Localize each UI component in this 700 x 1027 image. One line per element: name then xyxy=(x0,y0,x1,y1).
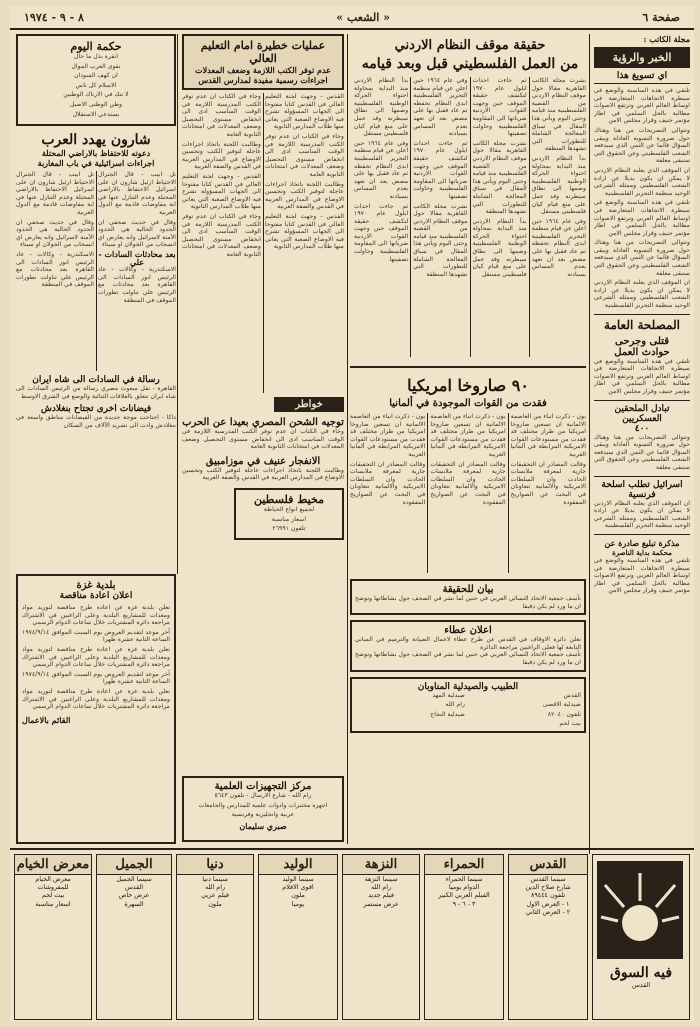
paragraph: وتتوالى التصريحات من هنا وهناك حول ضرورة التسوية العادلة ويبقى السؤال قائما عن الثمن الذي سيدفعه الشعب الفلسطيني وعن الحقوق التي ستبقى معلقة xyxy=(594,239,690,277)
paragraph: ان الموقف الذي يعلنه النظام الاردني لا يمكن ان يكون بديلا عن ارادة الشعب الفلسطيني وممثله الشرعي الوحيد منظمة التحرير الفلسطينية xyxy=(594,166,690,197)
column-rule xyxy=(177,34,178,574)
paragraph: بون - ذكرت انباء من العاصمة الالمانية ان تسعين صاروخا امريكيا من طراز مختلف قد فقدت من مستودعات القوات الامريكية المرابطة في ألمانيا الغربية xyxy=(430,413,506,458)
ad-line: الدوام يوميا xyxy=(448,883,480,892)
page-label: صفحة ٦ xyxy=(642,10,680,24)
center-body xyxy=(354,77,586,357)
ad-line: فيلم عربي xyxy=(201,891,229,900)
box-number: ٤٠٠ xyxy=(634,423,650,434)
tender-notice xyxy=(350,620,586,671)
paragraph: بدأ النظام الاردني منذ البداية بمحاولة احتواء الحركة الوطنية الفلسطينية وضمها الى نطاق سيطرته وقد عمل على منع قيام كيان فلسطيني مستقل xyxy=(472,217,527,278)
subheadline: فقدت من القوات الموجودة في ألمانيا xyxy=(389,398,547,409)
paragraph: تعلن بلدية غزة عن اعادة طرح مناقصة لتوريد مواد ومعدات للمشاريع البلدية وعلى الراغبين في الاشتراك مراجعة دائرة المشتريات خلال ساعات الدوام الرسمي xyxy=(22,645,170,669)
ad-title: القدس xyxy=(509,855,587,875)
box-body: تلتقي في هذه المناسبة والوضع في سيطرة الاتجاهات المتعارضة في اوساط العالم العربي وترتفع الاصوات مطالبة بالحل السلمي في اطار مؤتمر جنيف وقرار مجلس الامن xyxy=(594,357,690,395)
cinema-ad xyxy=(342,854,420,1020)
ad-line: القدس xyxy=(124,883,144,892)
paragraph: القدس - وجهت لجنة التعليم العالي في القدس كتابا مفتوحا الى الجهات المسؤولة تشرح فيه الاوضاع الصعبة التي يعاني منها طلاب المدارس الثانوية xyxy=(182,172,261,211)
headline: شارون يهدد العرب xyxy=(41,132,151,148)
cinema-ad xyxy=(96,854,172,1020)
subheadline: فيضانات اخرى تجتاح بنغلادش xyxy=(40,404,152,415)
mid-section xyxy=(350,370,586,840)
paragraph: وجاء في الكتاب ان عدم توفر الكتب المدرسية اللازمة في الوقت المناسب ادى الى انخفاض مستوى التحصيل وضعف المعدلات في امتحانات الثانوية العامة xyxy=(182,93,261,138)
ad-line: سينما النزهة xyxy=(364,875,398,883)
ad-line: اسعار مناسبة xyxy=(271,515,307,523)
wisdom-line: الاسلام كل ناس xyxy=(75,81,117,89)
ad-line: سينما القدس xyxy=(530,875,566,883)
section-logo: خواطر xyxy=(274,397,344,412)
ad-line: اجهزة مختبرات وادوات علمية للمدارس والجامعات xyxy=(198,801,328,809)
wisdom-line: وطن الوطنى الاصيل xyxy=(69,100,123,108)
box-head: حوادث العمل xyxy=(614,346,670,358)
paragraph: وقالت المصادر ان التحقيقات جارية لمعرفة ملابسات الحادث وان السلطات الامريكية والالمانية تتعاونان في البحث عن الصواريخ المفقودة xyxy=(350,460,426,506)
ad-line: شارع صلاح الدين xyxy=(525,883,571,892)
paragraph: نشرت مجلة الكاتب القاهرية مقالا حول موقف النظام الاردني من القضية الفلسطينية منذ قيامه وحتى اليوم ويأتي هذا المقال في سياق المعالجة الشاملة للتطورات التي تشهدها المنطقة xyxy=(413,202,468,278)
ad-line: تلفون ٢٦٩٩١ xyxy=(272,525,306,533)
gaza-municipality-notice xyxy=(16,574,176,844)
paragraph: ثم جاءت احداث ايلول عام ١٩٧٠ لتكشف حقيقة الموقف حين وجهت القوات الاردنية ضرباتها الى المقاومة الفلسطينية وحاولت تصفيتها xyxy=(472,77,527,138)
subheadline: عدم توفر الكتب اللازمة وضعف المعدلات xyxy=(195,65,331,75)
ad-line: ٣ - ٦ - ٩ xyxy=(452,899,476,908)
paragraph: وقال في حديث صحفي ان الحدود الحالية هي الحدود الآمنة لاسرائيل وانه يعارض اي انسحاب من الجولان او سيناء xyxy=(98,218,176,249)
wisdom-box xyxy=(16,34,176,126)
paragraph: بدأ النظام الاردني منذ البداية بمحاولة احتواء الحركة الوطنية الفلسطينية وضمها الى نطاق سيطرته وقد عمل على منع قيام كيان فلسطيني مستقل xyxy=(531,154,586,216)
paragraph: القدس - وجهت لجنة التعليم العالي في القدس كتابا مفتوحا الى الجهات المسؤولة تشرح فيه الاوضاع الصعبة التي يعاني منها طلاب المدارس الثانوية xyxy=(265,212,344,251)
ad-title: دنيا xyxy=(177,855,253,875)
ad-line: رام الله - شارع الارسال - تلفون ٥٦٤٣ xyxy=(214,792,312,799)
ad-line: سينما الحمراء xyxy=(445,875,483,883)
wisdom-line: لا تنك في الارتاك الوطنين xyxy=(63,91,129,99)
ad-line: اقوى الافلام xyxy=(282,883,314,892)
signature: صبري سليمان xyxy=(239,820,287,831)
ad-title: مركز التجهيزات العلمية xyxy=(214,781,312,792)
paragraph: وجاء في الكتاب ان عدم توفر الكتب المدرسية اللازمة في الوقت المناسب ادى الى انخفاض مستوى التحصيل وضعف المعدلات في امتحانات الثانوية العامة xyxy=(265,132,344,178)
sun-logo-icon xyxy=(592,855,689,965)
paragraph: وجاء في الكتاب ان عدم توفر الكتب المدرسية اللازمة في الوقت المناسب ادى الى انخفاض مستوى التحصيل وضعف المعدلات في امتحانات الثانوية العامة xyxy=(182,428,344,451)
paragraph: وفي عام ١٩٦٤ حين اعلن عن قيام منظمة التحرير الفلسطينية ابدى النظام تحفظه ثم عاد فقبل بها على مضض بعد ان تعهد بعدم المساس بسيادته xyxy=(354,139,409,200)
center-article xyxy=(354,34,586,364)
ad-line: ١ - العرض الاول xyxy=(526,899,570,908)
paragraph: وقال في حديث صحفي ان الحدود الحالية هي الحدود الآمنة لاسرائيل وانه يعارض اي انسحاب من الجولان او سيناء xyxy=(16,218,94,249)
paragraph: الاسكندرية - وكالات - عاد الرئيس انور السادات الى القاهرة بعد محادثات مع الرئيس علي تناولت تطورات الموقف في المنطقة xyxy=(98,266,176,304)
pharmacy-box xyxy=(350,677,586,733)
right-column xyxy=(594,34,690,859)
headline: ٩٠ صاروخا امريكيا xyxy=(407,376,529,395)
ad-line: تلفون ٨٩٤٤٤ xyxy=(530,891,566,900)
paragraph: داكا - اجتاحت موجة جديدة من الفيضانات مناطق واسعة في بنغلادش وادت الى تشريد الآلاف من السكان xyxy=(16,414,176,429)
wisdom-line: يستدعي الاستقلال xyxy=(72,110,120,118)
ad-line: عرض خاص xyxy=(118,891,150,900)
paragraph: بون - ذكرت انباء من العاصمة الالمانية ان تسعين صاروخا امريكيا من طراز مختلف قد فقدت من مستودعات القوات الامريكية المرابطة في ألمانيا الغربية xyxy=(350,413,426,458)
wisdom-line: تقوى العرب الموال xyxy=(71,62,121,70)
cinema-ad xyxy=(508,854,588,1020)
ad-line: سينما الجميل xyxy=(116,875,152,883)
paragraph: ثم جاءت احداث ايلول عام ١٩٧٠ لتكشف حقيقة الموقف حين وجهت القوات الاردنية ضرباتها الى المقاومة الفلسطينية وحاولت تصفيتها xyxy=(354,202,409,263)
paragraph: وتتوالى التصريحات من هنا وهناك حول ضرورة التسوية العادلة ويبقى السؤال قائما عن الثمن الذي سيدفعه الشعب الفلسطيني وعن الحقوق التي ستبقى معلقة xyxy=(594,126,690,165)
headline: حقيقة موقف النظام الاردني xyxy=(394,38,546,53)
section-label: مجلة الكاتب : xyxy=(643,34,690,44)
ads-rule xyxy=(10,848,694,850)
headline: عمليات خطيرة امام التعليم العالي xyxy=(200,39,326,65)
paragraph: وجاء في الكتاب ان عدم توفر الكتب المدرسية اللازمة في الوقت المناسب ادى الى انخفاض مستوى التحصيل وضعف المعدلات في امتحانات الثانوية العامة xyxy=(182,212,261,258)
paragraph: تل ابيب - قال الجنرال الاحتياط ارئيل شارون ان على اسرائيل الاحتفاظ بالاراضي المحتلة وعدم التنازل عنها في اية مفاوضات قادمة مع الدول العربية xyxy=(98,171,176,216)
box-title: حكمة اليوم xyxy=(70,40,122,53)
pharm-line: صيدلية النجاح xyxy=(430,710,465,718)
ad-line: عرض مستمر xyxy=(363,899,399,908)
box-head: بيان للحقيقة xyxy=(442,584,494,595)
ad-line: يوميا xyxy=(291,899,305,908)
ad-line: السهرة xyxy=(124,899,144,908)
ad-title: الحمراء xyxy=(425,855,503,875)
tailor-ad xyxy=(234,488,344,540)
mid-body xyxy=(350,413,586,573)
headline: الانفجار عنيف في موزامبيق xyxy=(205,455,321,467)
paragraph: بون - ذكرت انباء من العاصمة الالمانية ان تسعين صاروخا امريكيا من طراز مختلف قد فقدت من مستودعات القوات الامريكية المرابطة في ألمانيا الغربية xyxy=(510,413,586,458)
issue-date: ٨ - ٩ - ١٩٧٤ xyxy=(24,10,84,24)
paragraph: الاسكندرية - وكالات - عاد الرئيس انور السادات الى القاهرة بعد محادثات مع الرئيس علي تناولت تطورات الموقف في المنطقة xyxy=(16,250,94,289)
paragraph: وقالت المصادر ان التحقيقات جارية لمعرفة ملابسات الحادث وان السلطات الامريكية والالمانية تتعاونان في البحث عن الصواريخ المفقودة xyxy=(510,460,586,506)
box-body: ان الموقف الذي يعلنه النظام الاردني لا يمكن ان يكون بديلا عن ارادة الشعب الفلسطيني وممثله الشرعي الوحيد منظمة التحرير الفلسطينية xyxy=(594,499,690,530)
masthead xyxy=(10,6,694,30)
second-column xyxy=(182,34,344,834)
paragraph: تلتقي في هذه المناسبة والوضع في سيطرة الاتجاهات المتعارضة في اوساط العالم العربي وترتفع الاصوات مطالبة بالحل السلمي في اطار مؤتمر جنيف وقرار مجلس الامن xyxy=(594,199,690,237)
paragraph: وقالت المصادر ان التحقيقات جارية لمعرفة ملابسات الحادث وان السلطات الامريكية والالمانية تتعاونان في البحث عن الصواريخ المفقودة xyxy=(430,460,506,506)
ad-line: فيلم جديد xyxy=(368,891,394,900)
wisdom-line: ان كهف السودان xyxy=(74,72,118,80)
ad-title: فيه السوق xyxy=(609,965,673,981)
paragraph: وفي عام ١٩٦٤ حين اعلن عن قيام منظمة التحرير الفلسطينية ابدى النظام تحفظه ثم عاد فقبل بها على مضض بعد ان تعهد بعدم المساس بسيادته xyxy=(531,217,586,278)
cinema-ad xyxy=(258,854,338,1020)
paragraph: وطالبت اللجنة باتخاذ اجراءات عاجلة لتوفير الكتب وتحسين الاوضاع في المدارس العربية في القدس والضفة الغربية xyxy=(182,466,344,482)
box-head: الطبيب والصيدلية المناوبان xyxy=(417,681,519,692)
paragraph: آخر موعد لتقديم العروض يوم السبت الموافق ١٩٧٤/٩/١٤ الساعة الثانية عشرة ظهرا xyxy=(22,670,170,686)
paragraph: تعلن بلدية غزة عن اعادة طرح مناقصة لتوريد مواد ومعدات للمشاريع البلدية وعلى الراغبين في الاشتراك مراجعة دائرة المشتريات خلال ساعات الدوام الرسمي xyxy=(22,687,170,711)
box-body: تعلن دائرة الاوقاف في القدس عن طرح عطاء لاعمال الصيانة والترميم في المباني التابعة لها فعلى الراغبين مراجعة الدائرة xyxy=(355,636,581,651)
box-head: مذكرة تبليغ صادرة عن xyxy=(604,537,680,548)
pharm-line: صيدلية الاقصى xyxy=(542,701,581,709)
education-body xyxy=(182,93,344,393)
subheadline: من العمل الفلسطيني قبل وبعد قيامه xyxy=(361,56,579,72)
left-body xyxy=(16,171,176,371)
statement-box xyxy=(350,579,586,615)
subheadline: رسالة في السادات الى شاه ايران xyxy=(32,375,160,385)
paragraph: تعلن بلدية غزة عن اعادة طرح مناقصة لتوريد مواد ومعدات للمشاريع البلدية وعلى الراغبين في الاشتراك مراجعة دائرة المشتريات خلال ساعات الدوام الرسمي xyxy=(22,604,170,627)
paragraph: تل ابيب - قال الجنرال الاحتياط ارئيل شارون ان على اسرائيل الاحتفاظ بالاراضي المحتلة وعدم التنازل عنها في اية مفاوضات قادمة مع الدول العربية xyxy=(16,171,94,216)
ad-line: اسعار مناسبة xyxy=(35,899,71,908)
paragraph: وفي عام ١٩٦٤ حين اعلن عن قيام منظمة التحرير الفلسطينية ابدى النظام تحفظه ثم عاد فقبل بها على مضض بعد ان تعهد بعدم المساس بسيادته xyxy=(413,77,468,138)
left-column xyxy=(16,34,176,574)
paragraph: ثم جاءت احداث ايلول عام ١٩٧٠ لتكشف حقيقة الموقف حين وجهت القوات الاردنية ضرباتها الى المقاومة الفلسطينية وحاولت تصفيتها xyxy=(413,139,468,200)
ad-line: الفيلم العربي الكبير xyxy=(438,891,490,900)
ad-line: لجميع انواع الخياطة xyxy=(263,505,315,513)
notice-sub: اعلان اعادة مناقصة xyxy=(59,591,133,601)
box-head: اعلان عطاء xyxy=(444,625,492,637)
right-body xyxy=(594,87,690,310)
pharm-line: رام الله xyxy=(445,701,465,709)
pharm-line: القدس xyxy=(563,691,581,699)
ad-line: ٢ - العرض الثاني xyxy=(525,907,571,916)
ad-line: عربية وانجليزية وفرنسية xyxy=(231,811,295,819)
wisdom-line: انقرة بذل ما حال xyxy=(74,53,118,60)
ad-line: معرض الخيام xyxy=(35,875,71,883)
paragraph: القاهرة - نقل مبعوث مصري رسالة من الرئيس السادات الى شاه ايران تتعلق بالعلاقات الثنائية والوضع في الشرق الاوسط xyxy=(16,385,176,400)
pharm-line: تلفون ٨٢٠٤٠ xyxy=(547,710,581,718)
paragraph: آخر موعد لتقديم العروض يوم السبت الموافق ١٩٧٤/٩/١٤ الساعة الثانية عشرة ظهرا xyxy=(22,628,170,644)
ad-title: الجميل xyxy=(97,855,171,875)
column-rule xyxy=(589,34,590,854)
paragraph: نشرت مجلة الكاتب القاهرية مقالا حول موقف النظام الاردني من القضية الفلسطينية منذ قيامه وحتى اليوم ويأتي هذا المقال في سياق المعالجة الشاملة للتطورات التي تشهدها المنطقة xyxy=(472,139,527,216)
ad-line: للمفروشات xyxy=(37,883,69,892)
paragraph: بدأ النظام الاردني منذ البداية بمحاولة احتواء الحركة الوطنية الفلسطينية وضمها الى نطاق سيطرته وقد عمل على منع قيام كيان فلسطيني مستقل xyxy=(354,77,409,138)
subheadline: بعد محادثات السادات - علي xyxy=(98,248,176,267)
ad-tag: القدس xyxy=(631,981,651,989)
box-title: المصلحة العامة xyxy=(604,317,680,332)
ad-line: سينما الوليد xyxy=(282,875,314,883)
paragraph: تلتقي في هذه المناسبة والوضع في سيطرة الاتجاهات المتعارضة في اوساط العالم العربي وترتفع الاصوات مطالبة بالحل السلمي في اطار مؤتمر جنيف وقرار مجلس الامن xyxy=(594,87,690,125)
pharm-line: صيدلية المهد xyxy=(432,691,465,699)
box-body: تأسف جمعية الاتحاد النسائي العربي في جنين لما نشر في الصحف حول نشاطاتها وتوضح ان ما ورد لم يكن دقيقا xyxy=(355,651,581,666)
column-logo: الخبر والرؤية xyxy=(594,47,690,68)
pharm-line: بيت لحم xyxy=(559,720,581,728)
newspaper-page xyxy=(10,6,694,1022)
section-rule xyxy=(350,366,586,368)
ad-line: رام الله xyxy=(370,883,392,892)
subheadline: دعوته للاحتفاظ بالاراضي المحتلة xyxy=(41,148,151,158)
paragraph: وطالبت اللجنة باتخاذ اجراءات عاجلة لتوفير الكتب وتحسين الاوضاع في المدارس العربية في القدس والضفة الغربية xyxy=(182,140,261,171)
headline: توجيه الشحن المصري بعيدا عن الحرب xyxy=(182,417,344,428)
box-sub: قتلى وجرحى xyxy=(615,335,669,347)
jerusalem-ad xyxy=(592,854,690,1020)
paragraph: ان الموقف الذي يعلنه النظام الاردني لا يمكن ان يكون بديلا عن ارادة الشعب الفلسطيني وممثله الشرعي الوحيد منظمة التحرير الفلسطينية xyxy=(594,279,690,310)
signature: القائم بالاعمال xyxy=(22,714,71,725)
box-head: تبادل الملحقين العسكريين xyxy=(614,403,670,424)
box-body: تلتقي في هذه المناسبة والوضع في سيطرة الاتجاهات المتعارضة في اوساط العالم العربي وترتفع الاصوات مطالبة بالحل السلمي في اطار مؤتمر جنيف وقرار مجلس الامن xyxy=(594,556,690,595)
box-body: تأسف جمعية الاتحاد النسائي العربي في جنين لما نشر في الصحف حول نشاطاتها وتوضح ان ما ورد لم يكن دقيقا xyxy=(355,595,581,610)
cinema-ad xyxy=(176,854,254,1020)
box-body: وتتوالى التصريحات من هنا وهناك حول ضرورة التسوية العادلة ويبقى السؤال قائما عن الثمن الذي سيدفعه الشعب الفلسطيني وعن الحقوق التي ستبقى معلقة xyxy=(594,433,690,471)
paper-name: « الشعب » xyxy=(336,10,391,24)
ad-line: رام الله xyxy=(204,883,226,892)
cinema-ad xyxy=(424,854,504,1020)
paragraph: القدس - وجهت لجنة التعليم العالي في القدس كتابا مفتوحا الى الجهات المسؤولة تشرح فيه الاوضاع الصعبة التي يعاني منها طلاب المدارس الثانوية xyxy=(265,93,344,131)
box-head: اسرائيل تطلب اسلحة فرنسية xyxy=(601,479,683,500)
ad-line: ملون xyxy=(291,891,305,900)
ad-title: الوليد xyxy=(259,855,337,875)
column-subhead: اي تسويغ هذا xyxy=(594,71,690,84)
scientific-equipment-ad xyxy=(182,776,344,842)
ad-line: سينما دنيا xyxy=(202,875,228,883)
subheadline: اجراءات اسرائيلية في باب المغاربة xyxy=(37,158,155,168)
ad-title: النزهة xyxy=(343,855,419,875)
paragraph: وطالبت اللجنة باتخاذ اجراءات عاجلة لتوفير الكتب وتحسين الاوضاع في المدارس العربية في القدس والضفة الغربية xyxy=(265,180,344,211)
ad-title: مخيط فلسطين xyxy=(253,492,324,506)
ad-line: ملون xyxy=(208,899,222,908)
furniture-ad xyxy=(14,854,92,1020)
education-headline-box xyxy=(182,34,344,90)
notice-title: بلدية غزة xyxy=(76,580,116,591)
box-sub: محكمة بداية الناصرة xyxy=(612,547,672,557)
subheadline: اجراءات رسمية مفيدة لمدارس القدس xyxy=(198,75,328,85)
ad-title: معرض الخيام xyxy=(15,855,91,875)
column-rule xyxy=(347,34,348,844)
ad-line: بيت لحم xyxy=(41,891,65,900)
paragraph: نشرت مجلة الكاتب القاهرية مقالا حول موقف النظام الاردني من القضية الفلسطينية منذ قيامه وحتى اليوم ويأتي هذا المقال في سياق المعالجة الشاملة للتطورات التي تشهدها المنطقة xyxy=(531,77,586,153)
